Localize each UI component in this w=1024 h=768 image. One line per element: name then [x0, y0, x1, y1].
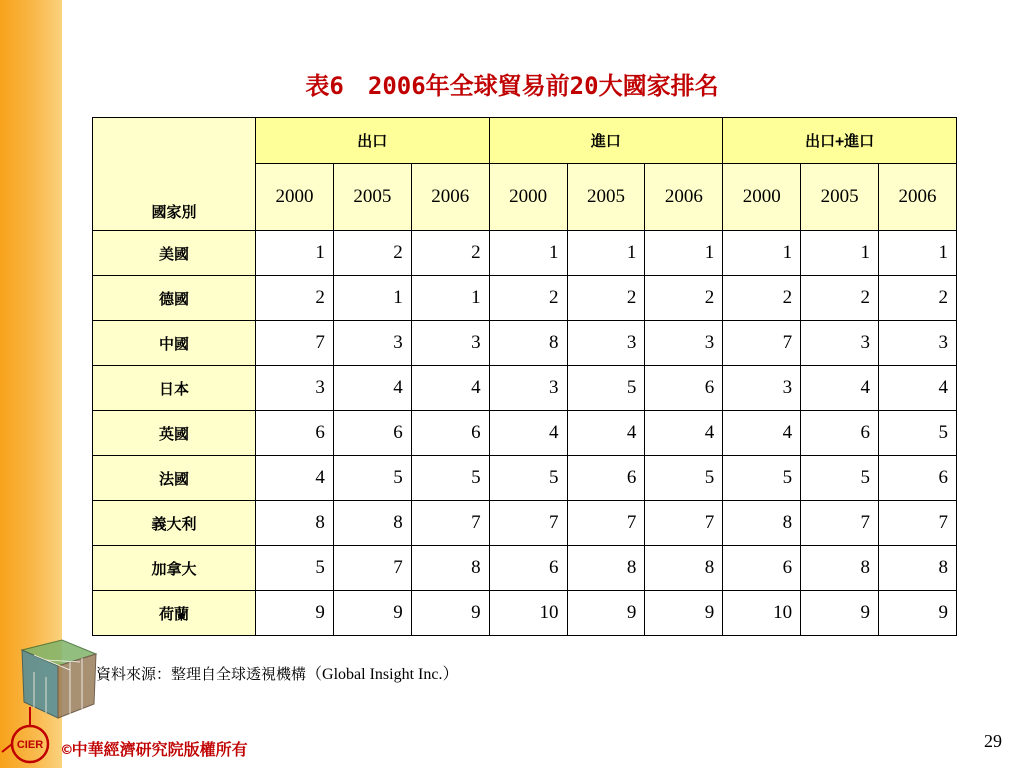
rank-cell: 3: [645, 321, 723, 366]
year-header: 2000: [256, 164, 334, 231]
rank-cell: 6: [411, 411, 489, 456]
rank-cell: 2: [879, 276, 957, 321]
rank-cell: 8: [723, 501, 801, 546]
rank-cell: 2: [256, 276, 334, 321]
rank-cell: 6: [256, 411, 334, 456]
rank-cell: 5: [256, 546, 334, 591]
ranking-table: [92, 117, 957, 636]
rank-cell: 5: [489, 456, 567, 501]
rank-cell: 2: [489, 276, 567, 321]
rank-cell: 5: [333, 456, 411, 501]
rank-cell: 9: [645, 591, 723, 636]
rank-cell: 8: [411, 546, 489, 591]
year-header: 2006: [879, 164, 957, 231]
source-note: [96, 661, 458, 684]
rank-cell: 4: [333, 366, 411, 411]
rank-cell: 6: [879, 456, 957, 501]
logo-text: CIER: [16, 739, 44, 751]
table-row: [93, 591, 957, 636]
country-column-header: 國家別: [93, 118, 256, 231]
year-header: 2000: [489, 164, 567, 231]
rank-cell: 6: [333, 411, 411, 456]
rank-cell: 9: [879, 591, 957, 636]
export-group-header: 出口: [256, 118, 490, 164]
country-name-cell: 美國: [93, 231, 256, 276]
source-label: 資料來源：整理自全球透視機構: [96, 665, 307, 683]
rank-cell: 10: [723, 591, 801, 636]
rank-cell: 7: [879, 501, 957, 546]
group-header-row: [93, 118, 957, 164]
rank-cell: 8: [801, 546, 879, 591]
rank-cell: 5: [801, 456, 879, 501]
rank-cell: 3: [723, 366, 801, 411]
table-row: [93, 501, 957, 546]
rank-cell: 1: [333, 276, 411, 321]
rank-cell: 8: [567, 546, 645, 591]
country-name-cell: 英國: [93, 411, 256, 456]
rank-cell: 3: [567, 321, 645, 366]
country-name-cell: 法國: [93, 456, 256, 501]
rank-cell: 8: [333, 501, 411, 546]
rank-cell: 4: [489, 411, 567, 456]
country-name-cell: 德國: [93, 276, 256, 321]
rank-cell: 8: [256, 501, 334, 546]
rank-cell: 7: [801, 501, 879, 546]
rank-cell: 1: [801, 231, 879, 276]
rank-cell: 2: [411, 231, 489, 276]
page-title: 表6 2006年全球貿易前20大國家排名: [305, 72, 719, 100]
rank-cell: 1: [879, 231, 957, 276]
rank-cell: 5: [879, 411, 957, 456]
rank-cell: 9: [567, 591, 645, 636]
rank-cell: 3: [489, 366, 567, 411]
rank-cell: 7: [256, 321, 334, 366]
rank-cell: 2: [333, 231, 411, 276]
rank-cell: 7: [489, 501, 567, 546]
rank-cell: 1: [256, 231, 334, 276]
import-group-header: 進口: [489, 118, 723, 164]
rank-cell: 5: [411, 456, 489, 501]
year-header: 2005: [801, 164, 879, 231]
table-row: [93, 411, 957, 456]
rank-cell: 6: [645, 366, 723, 411]
table-body: [93, 231, 957, 636]
source-organization: （Global Insight Inc.）: [306, 666, 459, 683]
country-name-cell: 中國: [93, 321, 256, 366]
country-name-cell: 荷蘭: [93, 591, 256, 636]
rank-cell: 9: [333, 591, 411, 636]
rank-cell: 4: [879, 366, 957, 411]
rank-cell: 9: [256, 591, 334, 636]
rank-cell: 4: [723, 411, 801, 456]
table-row: [93, 276, 957, 321]
rank-cell: 2: [801, 276, 879, 321]
rank-cell: 2: [567, 276, 645, 321]
rank-cell: 7: [567, 501, 645, 546]
rank-cell: 2: [723, 276, 801, 321]
rank-cell: 7: [723, 321, 801, 366]
country-name-cell: 加拿大: [93, 546, 256, 591]
rank-cell: 1: [567, 231, 645, 276]
table-row: [93, 366, 957, 411]
rank-cell: 8: [879, 546, 957, 591]
year-header: 2006: [411, 164, 489, 231]
rank-cell: 5: [723, 456, 801, 501]
rank-cell: 8: [489, 321, 567, 366]
rank-cell: 9: [411, 591, 489, 636]
rank-cell: 7: [333, 546, 411, 591]
rank-cell: 6: [801, 411, 879, 456]
rank-cell: 4: [411, 366, 489, 411]
rank-cell: 9: [801, 591, 879, 636]
country-name-cell: 日本: [93, 366, 256, 411]
rank-cell: 6: [723, 546, 801, 591]
rank-cell: 10: [489, 591, 567, 636]
table-row: [93, 321, 957, 366]
year-header: 2005: [333, 164, 411, 231]
table-row: [93, 546, 957, 591]
rank-cell: 5: [645, 456, 723, 501]
page-number: 29: [984, 731, 1002, 751]
rank-cell: 1: [489, 231, 567, 276]
rank-cell: 4: [801, 366, 879, 411]
year-header: 2006: [645, 164, 723, 231]
rank-cell: 6: [489, 546, 567, 591]
year-header: 2000: [723, 164, 801, 231]
total-trade-group-header: 出口+進口: [723, 118, 957, 164]
table-row: [93, 231, 957, 276]
copyright-notice: ©中華經濟研究院版權所有: [62, 740, 248, 759]
rank-cell: 3: [333, 321, 411, 366]
rank-cell: 4: [645, 411, 723, 456]
rank-cell: 2: [645, 276, 723, 321]
rank-cell: 3: [801, 321, 879, 366]
rank-cell: 1: [645, 231, 723, 276]
rank-cell: 7: [645, 501, 723, 546]
country-name-cell: 義大利: [93, 501, 256, 546]
rank-cell: 8: [645, 546, 723, 591]
rank-cell: 3: [256, 366, 334, 411]
rank-cell: 4: [567, 411, 645, 456]
rank-cell: 7: [411, 501, 489, 546]
rank-cell: 5: [567, 366, 645, 411]
rank-cell: 1: [411, 276, 489, 321]
rank-cell: 6: [567, 456, 645, 501]
year-header: 2005: [567, 164, 645, 231]
table-row: [93, 456, 957, 501]
rank-cell: 1: [723, 231, 801, 276]
rank-cell: 3: [411, 321, 489, 366]
rank-cell: 4: [256, 456, 334, 501]
rank-cell: 3: [879, 321, 957, 366]
